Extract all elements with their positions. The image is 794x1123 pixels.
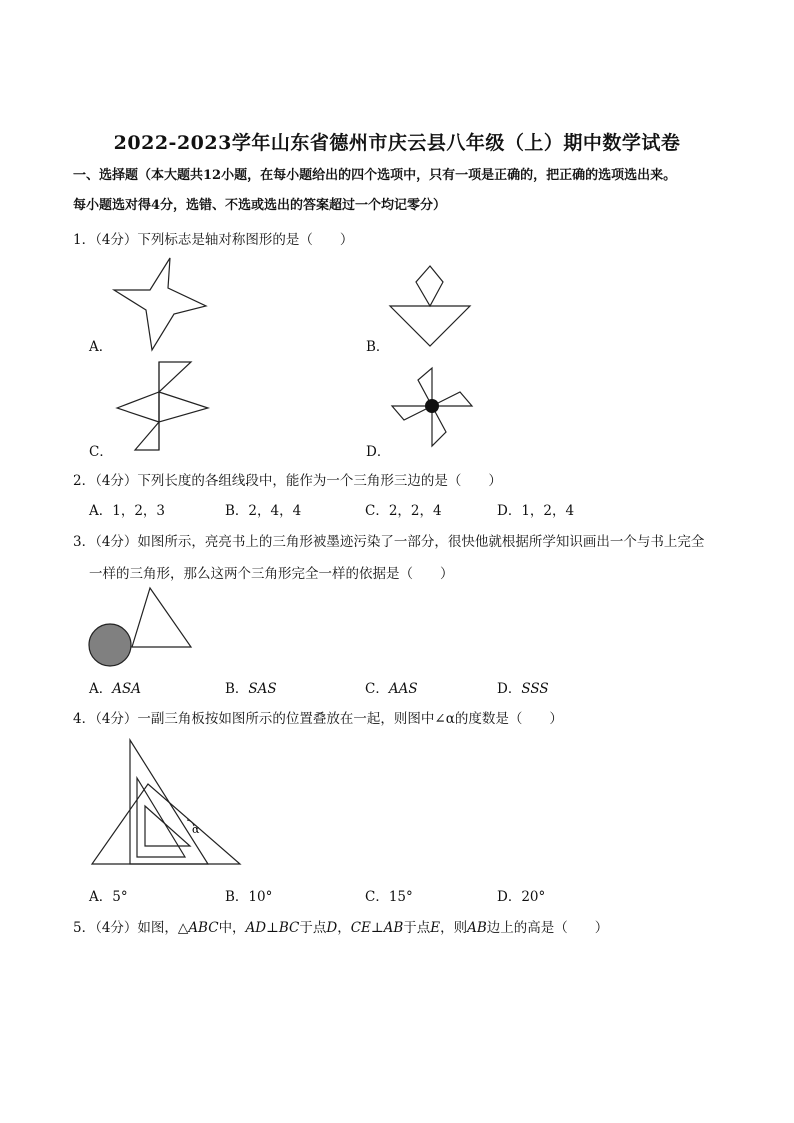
section-heading-line2: 每小题选对得4分，选错、不选或选出的答案超过一个均记零分） bbox=[73, 198, 447, 213]
q1-figure-b-triangles bbox=[388, 264, 474, 348]
q2-stem: 2．（4分）下列长度的各组线段中，能作为一个三角形三边的是（ ） bbox=[73, 473, 502, 489]
q1-option-b-label: B． bbox=[366, 339, 390, 355]
q4-stem: 4．（4分）一副三角板按如图所示的位置叠放在一起，则图中∠α的度数是（ ） bbox=[73, 711, 563, 727]
q1-option-d-label: D． bbox=[366, 444, 391, 460]
q3-option-b: B．SAS bbox=[225, 681, 277, 697]
q4-alpha-label: α bbox=[192, 823, 200, 836]
q4-option-a: A．5° bbox=[89, 889, 128, 905]
q3-option-c: C．AAS bbox=[365, 681, 418, 697]
q1-option-c-label: C． bbox=[89, 444, 113, 460]
q1-figure-d-pinwheel bbox=[388, 360, 478, 452]
q2-option-a: A．1，2，3 bbox=[89, 503, 166, 519]
section-heading-line1: 一、选择题（本大题共12小题，在每小题给出的四个选项中，只有一项是正确的，把正确的选项选出来。 bbox=[73, 168, 677, 183]
q4-option-b: B．10° bbox=[225, 889, 273, 905]
q4-figure-set-squares bbox=[90, 738, 245, 868]
q2-option-d: D．1，2，4 bbox=[497, 503, 575, 519]
q3-stem-line1: 3．（4分）如图所示，亮亮书上的三角形被墨迹污染了一部分，很快他就根据所学知识画出一个与书上完全 bbox=[73, 534, 705, 550]
q1-figure-c-folded-shape bbox=[113, 360, 213, 454]
q4-option-c: C．15° bbox=[365, 889, 413, 905]
q2-option-c: C．2，2，4 bbox=[365, 503, 442, 519]
q3-figure-ink-stained-triangle bbox=[88, 586, 198, 668]
q2-option-b: B．2，4，4 bbox=[225, 503, 302, 519]
q1-figure-a-star-shape bbox=[110, 256, 220, 352]
q5-stem: 5．（4分）如图，△ABC中，AD⊥BC于点D，CE⊥AB于点E，则AB边上的高是（ ） bbox=[73, 920, 609, 936]
q3-stem-line2: 一样的三角形，那么这两个三角形完全一样的依据是（ ） bbox=[89, 566, 454, 582]
q1-stem: 1．（4分）下列标志是轴对称图形的是（ ） bbox=[73, 232, 354, 248]
q3-option-d: D．SSS bbox=[497, 681, 549, 697]
q3-option-a: A．ASA bbox=[89, 681, 141, 697]
page-title: 2022-2023学年山东省德州市庆云县八年级（上）期中数学试卷 bbox=[113, 132, 681, 154]
q1-option-a-label: A． bbox=[89, 339, 113, 355]
q4-option-d: D．20° bbox=[497, 889, 546, 905]
